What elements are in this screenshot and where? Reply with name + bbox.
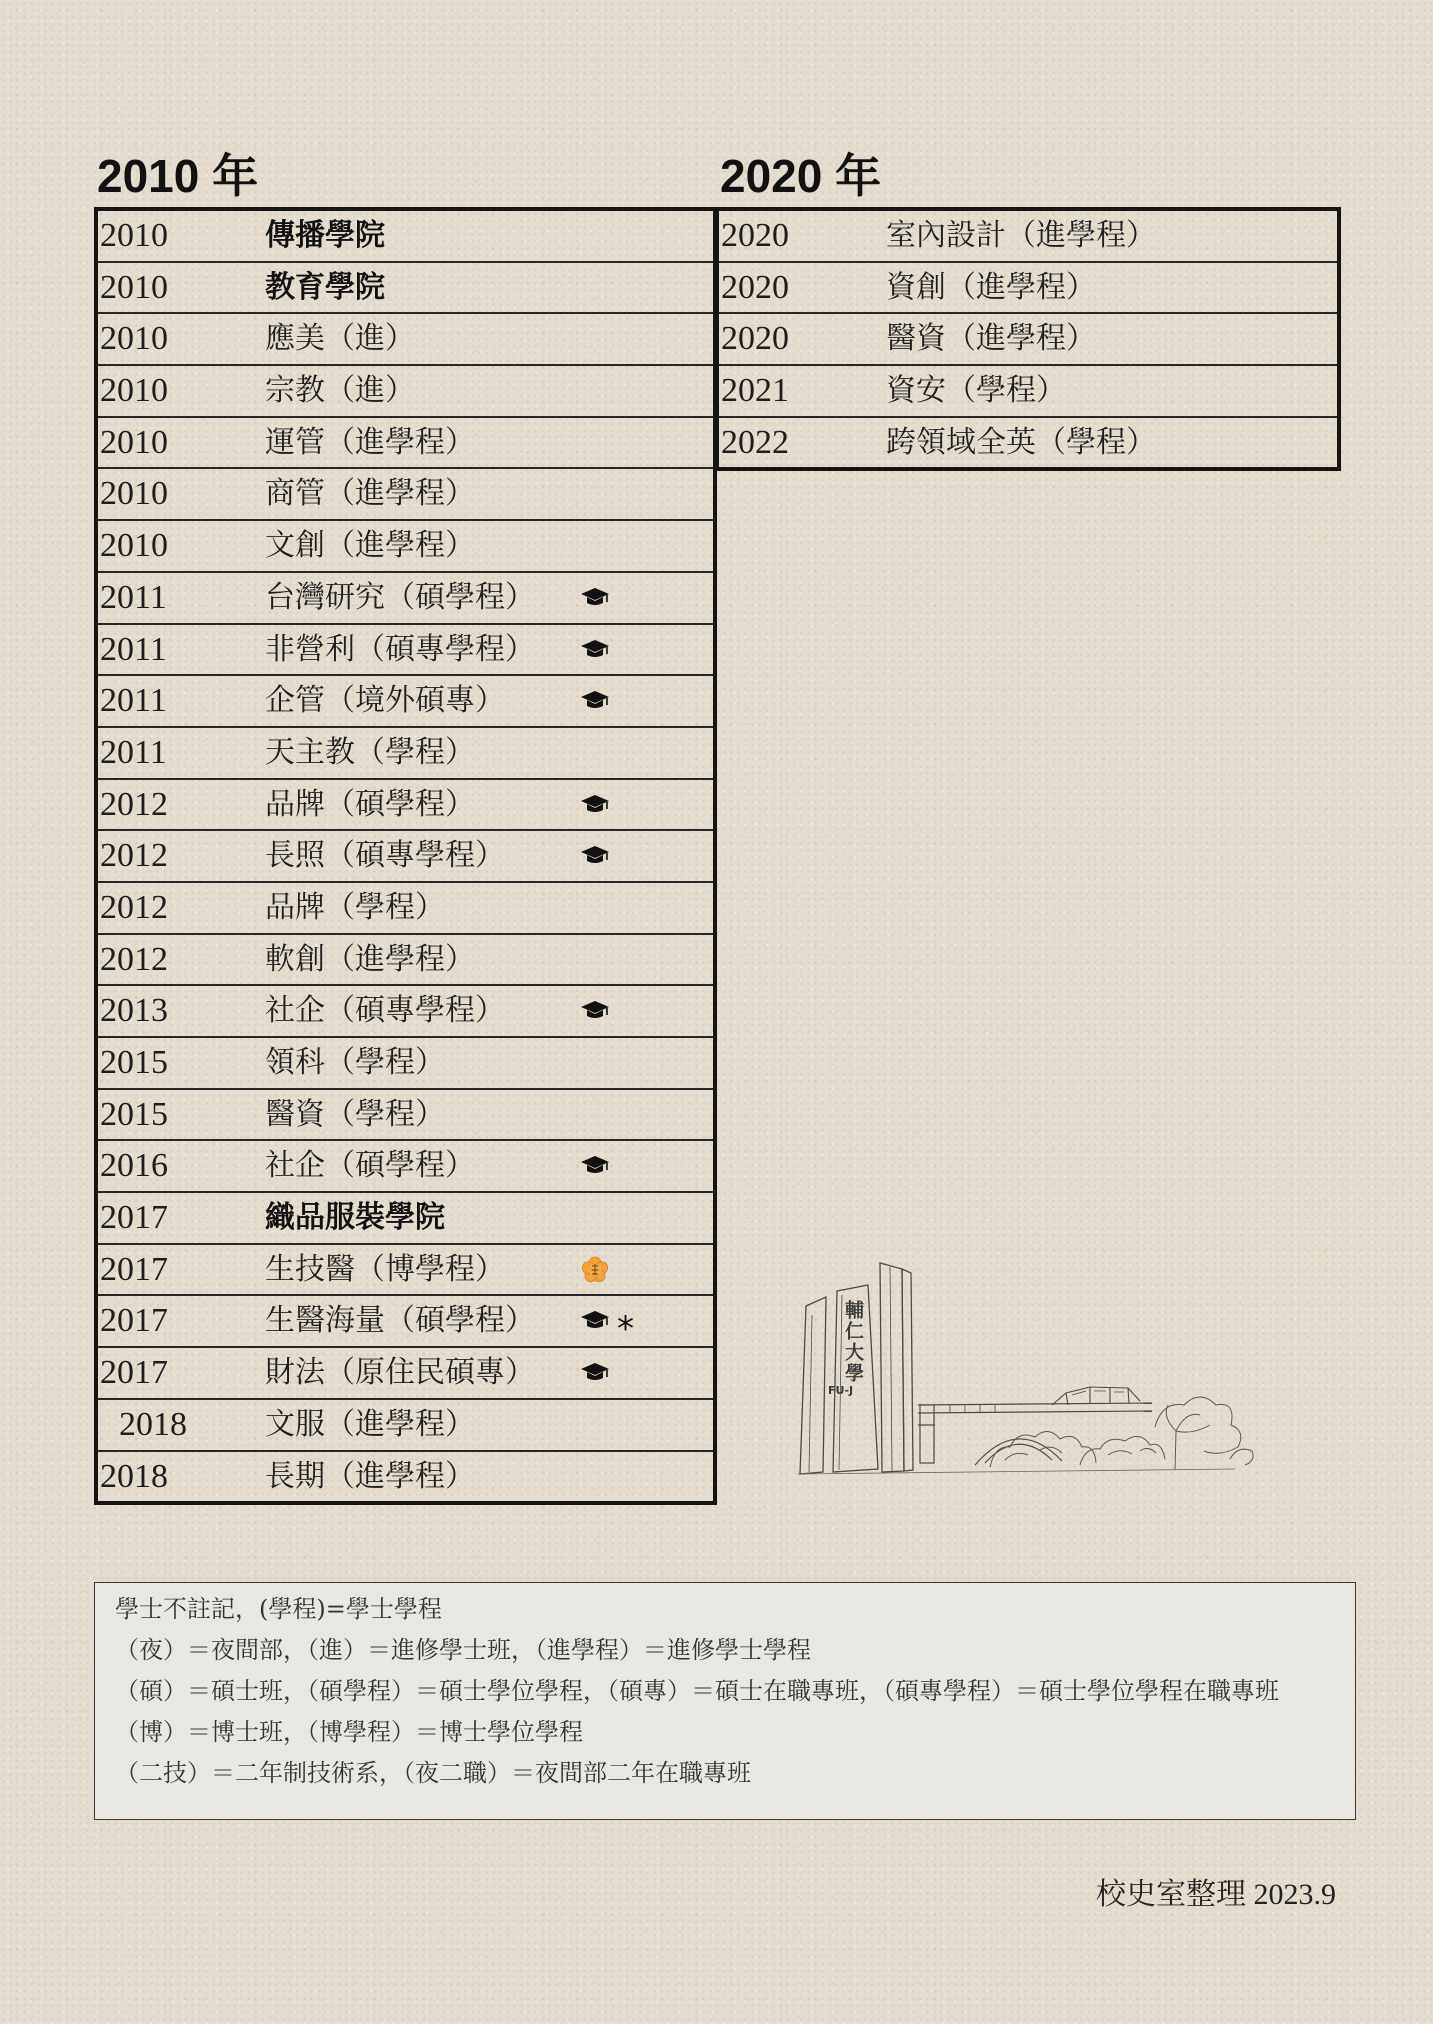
year-cell: 2017 [100,1250,168,1288]
gate-inscription-latin: FU-J [828,1384,854,1397]
program-name-cell: 領科（學程） [265,1045,445,1080]
table-row [98,1452,713,1502]
year-cell: 2020 [721,320,789,358]
table-row [98,676,713,728]
table-row [98,366,713,418]
year-cell: 2017 [100,1354,168,1392]
program-name-cell: 企管（境外碩專） [265,683,505,719]
abbreviation-legend [94,1582,1356,1820]
year-cell: 2010 [100,320,168,358]
year-cell: 2010 [100,423,168,461]
footer-note: 校史室整理 2023.9 [1096,1878,1336,1911]
year-cell: 2011 [100,682,167,720]
bridge [918,1403,1152,1465]
table-row [98,831,713,883]
program-name-cell: 台灣研究（碩學程） [265,579,535,615]
table-row [98,1400,713,1452]
program-name-cell: 跨領域全英（學程） [886,424,1156,460]
graduation-cap-icon [580,1360,610,1386]
graduation-cap-icon [580,1308,610,1334]
program-name-cell: 應美（進） [265,321,415,357]
table-row [98,625,713,677]
year-cell: 2017 [100,1302,168,1340]
table-row [98,728,713,780]
program-name-cell: 生技醫（博學程） [265,1251,505,1287]
legend-line: （二技）＝二年制技術系，（夜二職）＝夜間部二年在職專班 [115,1759,751,1787]
table-row [719,366,1337,418]
legend-line: （碩）＝碩士班，（碩學程）＝碩士學位學程，（碩專）＝碩士在職專班，（碩專學程）＝碩士學位學程在職專班 [115,1677,1279,1705]
year-cell: 2011 [100,578,167,616]
program-name-cell: 軟創（進學程） [265,941,475,977]
college-name-cell: 教育學院 [265,269,385,305]
table-row [98,935,713,987]
year-cell: 2012 [100,785,168,823]
table-row [98,469,713,521]
graduation-cap-icon [580,998,610,1024]
table-row [98,573,713,625]
program-name-cell: 文服（進學程） [265,1406,475,1442]
year-cell: 2011 [100,630,167,668]
graduation-cap-icon [580,843,610,869]
year-cell: 2015 [100,1044,168,1081]
year-cell: 2015 [100,1095,168,1133]
heading-2020: 2020 年 [720,150,882,202]
program-name-cell: 文創（進學程） [265,528,475,564]
program-name-cell: 宗教（進） [265,373,415,409]
table-row [98,211,713,263]
programs-table-2020s [715,207,1341,471]
program-name-cell: 長期（進學程） [265,1458,475,1494]
year-cell: 2012 [100,888,168,926]
table-row [98,1348,713,1400]
programs-table-2010s [94,207,717,1505]
year-cell: 2010 [100,475,168,513]
doctoral-emblem-icon [580,1255,610,1281]
year-cell: 2018 [100,1457,168,1495]
year-cell: 2010 [100,268,168,306]
year-cell: 2018 [119,1405,187,1443]
college-name-cell: 傳播學院 [265,218,385,253]
table-row [98,780,713,832]
program-name-cell: 財法（原住民碩專） [265,1355,535,1391]
program-name-cell: 社企（碩專學程） [265,993,505,1029]
table-row [98,1193,713,1245]
building [1052,1387,1140,1405]
program-name-cell: 醫資（學程） [265,1096,445,1132]
program-name-cell: 品牌（碩學程） [265,786,475,822]
asterisk-mark: * [617,1309,634,1350]
year-cell: 2010 [100,217,168,254]
program-name-cell: 天主教（學程） [265,734,475,770]
program-name-cell: 商管（進學程） [265,476,475,512]
table-row [98,986,713,1038]
year-cell: 2012 [100,837,168,875]
year-cell: 2010 [100,372,168,410]
table-row [98,883,713,935]
program-name-cell: 醫資（進學程） [886,321,1096,357]
year-cell: 2016 [100,1147,168,1185]
table-row [98,521,713,573]
program-name-cell: 室內設計（進學程） [886,218,1156,253]
year-cell: 2021 [721,372,789,410]
table-row [719,263,1337,315]
year-cell: 2011 [100,733,167,771]
program-name-cell: 生醫海量（碩學程） [265,1303,535,1339]
year-cell: 2010 [100,527,168,565]
program-name-cell: 社企（碩學程） [265,1148,475,1184]
year-cell: 2020 [721,268,789,306]
legend-line: 學士不註記，(學程)=學士學程 [115,1595,442,1623]
table-row [719,211,1337,263]
college-name-cell: 織品服裝學院 [265,1200,445,1236]
program-name-cell: 資安（學程） [886,373,1066,409]
program-name-cell: 長照（碩專學程） [265,838,505,874]
graduation-cap-icon [580,637,610,663]
graduation-cap-icon [580,585,610,611]
table-row [98,1090,713,1142]
table-row [719,314,1337,366]
program-name-cell: 資創（進學程） [886,269,1096,305]
graduation-cap-icon [580,688,610,714]
table-row [98,1141,713,1193]
heading-2010: 2010 年 [97,150,259,202]
table-row [98,1245,713,1297]
program-name-cell: 運管（進學程） [265,424,475,460]
year-cell: 2022 [721,423,789,461]
legend-line: （博）＝博士班，（博學程）＝博士學位學程 [115,1718,583,1746]
year-cell: 2012 [100,940,168,978]
graduation-cap-icon [580,792,610,818]
year-cell: 2017 [100,1199,168,1237]
table-row [98,418,713,470]
legend-line: （夜）＝夜間部，（進）＝進修學士班，（進學程）＝進修學士學程 [115,1636,811,1664]
program-name-cell: 非營利（碩專學程） [265,631,535,667]
table-row [719,418,1337,468]
year-cell: 2020 [721,217,789,254]
trees [990,1397,1253,1470]
table-row [98,314,713,366]
year-cell: 2013 [100,992,168,1030]
gate-inscription: 輔仁大學 [842,1300,864,1384]
graduation-cap-icon [580,1153,610,1179]
program-name-cell: 品牌（學程） [265,889,445,925]
table-row [98,263,713,315]
table-row [98,1038,713,1090]
table-row [98,1296,713,1348]
